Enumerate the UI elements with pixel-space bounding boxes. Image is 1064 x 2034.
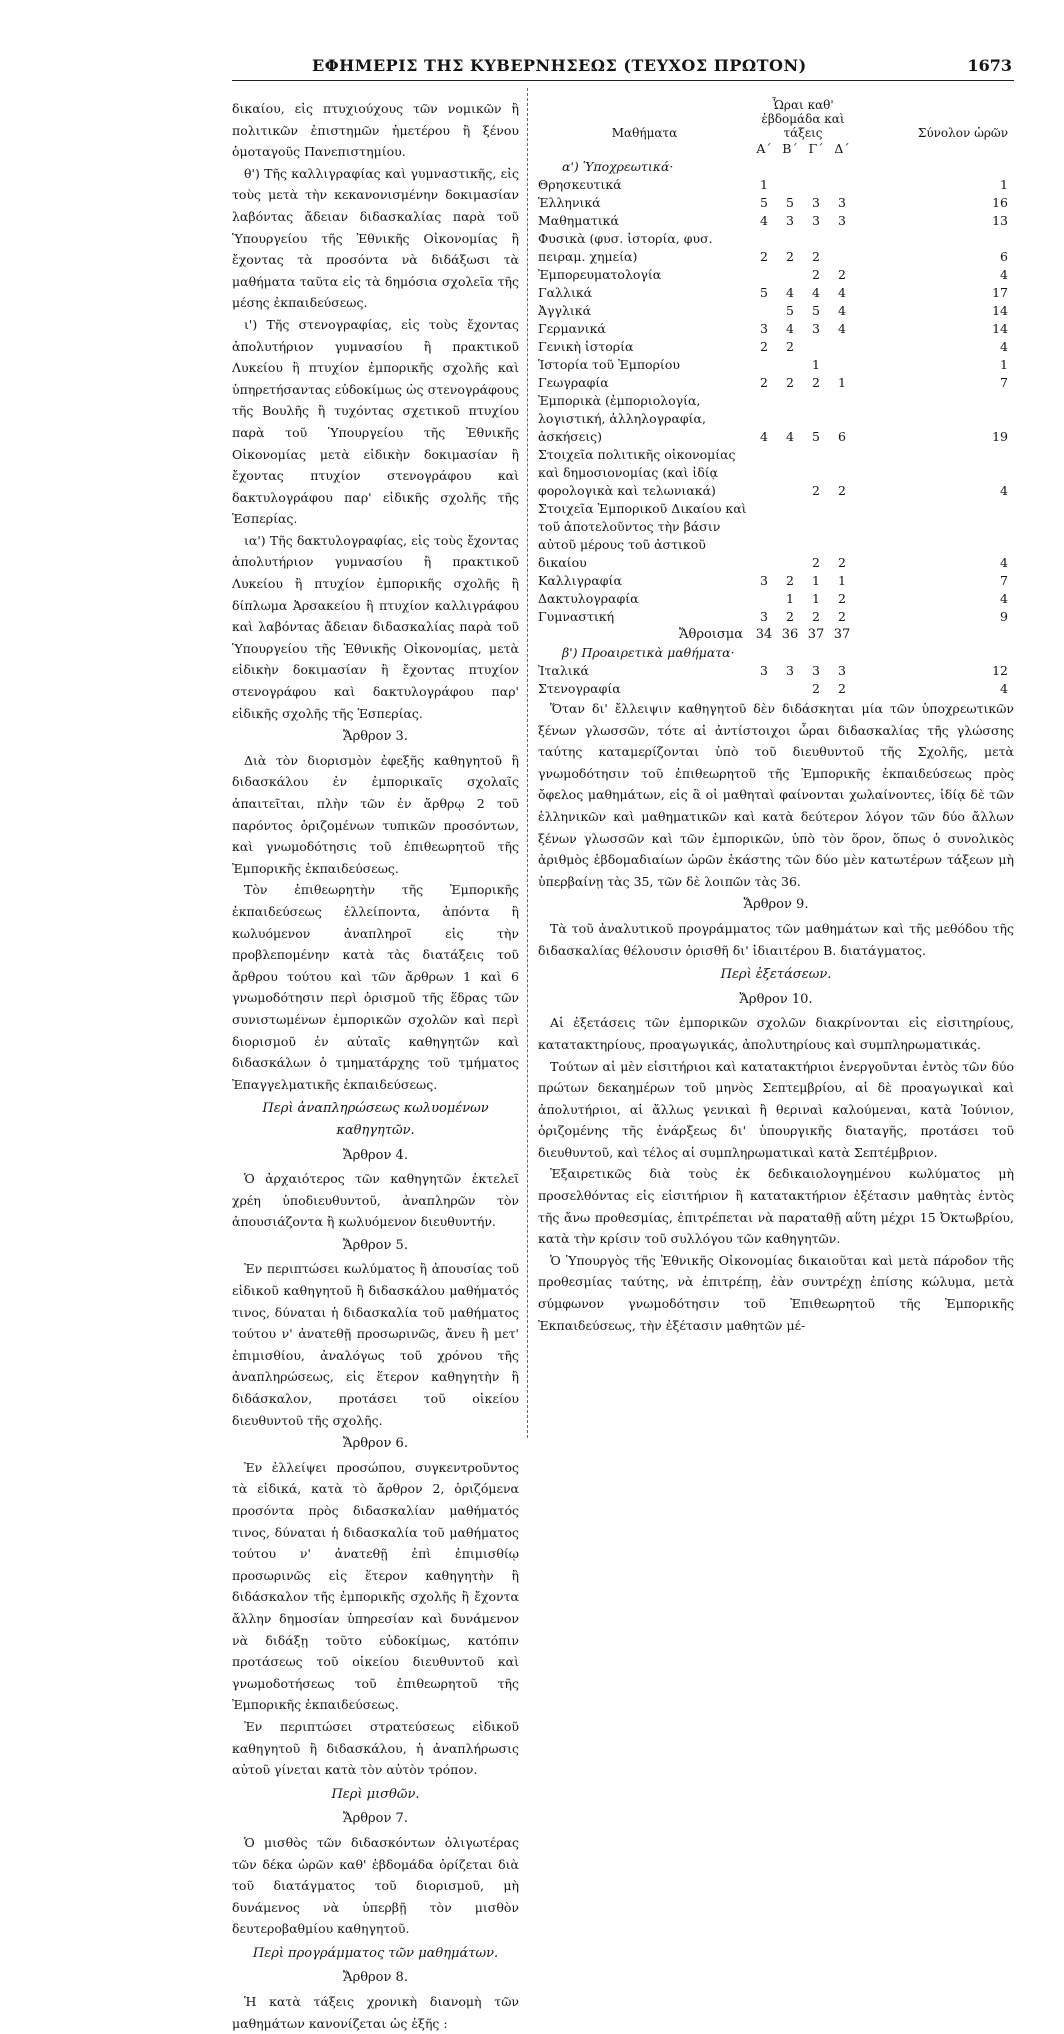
sum-label: Ἄθροισμα [678,627,743,642]
hours-cell [803,176,829,194]
hours-cell [751,302,777,320]
hours-cell: 4 [838,321,846,336]
table-row [538,320,1014,338]
paragraph: Ἐν περιπτώσει στρατεύσεως εἰδικοῦ καθηγητοῦ ἢ διδασκάλου, ἡ ἀναπλήρωσις αὐτοῦ γίνεται κατὰ τὸν αὐτὸν τρόπον. [232,1718,519,1778]
hours-cell: 1 [812,591,820,606]
hours-cell: 2 [812,681,820,696]
hours-cell: 3 [786,213,794,228]
hours-cell: 4 [760,429,768,444]
hours-cell: 2 [786,375,794,390]
hours-cell: 2 [786,609,794,624]
hours-cell: 3 [786,663,794,678]
subject-cell: Γενικὴ ἱστορία [538,339,634,354]
table-row [538,230,1014,266]
article-heading: Ἄρθρον 7. [343,1811,408,1827]
total-cell: 14 [992,303,1008,318]
hours-cell: 1 [812,357,820,372]
total-cell: 1 [1000,357,1008,372]
paragraph: Τούτων αἱ μὲν εἰσιτήριοι καὶ κατατακτήριοι ἐνεργοῦνται ἐντὸς τῶν δύο πρώτων δεκαημέρων τοῦ μηνὸς Σεπτεμβρίου, αἱ δὲ προαγωγικαὶ καὶ ἀπολυτήριοι, αἱ ἄλλως γενικαὶ ἢ θεριναὶ καλούμεναι, κατὰ Ἰούνιον, ὁριζομένης τῆς ἐνάρξεως δι' ὑπουργικῆς διαταγῆς, προτάσει τοῦ διευθυντοῦ, καὶ τέλος αἱ συμπληρωματικαὶ κατὰ Σεπτέμβριον. [538,1058,1014,1160]
hours-table [538,98,1014,698]
paragraph: Διὰ τὸν διορισμὸν ἐφεξῆς καθηγητοῦ ἢ διδασκάλου ἐν ἐμπορικαῖς σχολαῖς ἀπαιτεῖται, πλὴν τῶν ἐν ἄρθρῳ 2 τοῦ παρόντος ὁριζομένων τυπικῶν προσόντων, καὶ γνωμοδότησις τοῦ ἐπιθεωρητοῦ τῆς Ἐμπορικῆς ἐκπαιδεύσεως. [232,752,519,876]
table-row [538,284,1014,302]
table-row [538,392,1014,446]
hours-cell: 3 [838,213,846,228]
hours-cell: 3 [760,609,768,624]
hours-cell [829,338,855,356]
total-cell: 16 [992,195,1008,210]
section-heading: Περὶ ἐξετάσεων. [720,967,832,983]
hours-cell: 4 [786,321,794,336]
hours-cell: 2 [812,375,820,390]
hours-cell [777,176,803,194]
hours-cell: 2 [760,375,768,390]
sum-value: 36 [781,627,799,642]
table-row [538,590,1014,608]
article-heading: Ἄρθρον 9. [743,897,809,913]
hours-cell: 2 [838,609,846,624]
left-column [232,98,519,2034]
section-heading: Περὶ ἀναπληρώσεως κωλυομένων καθηγητῶν. [262,1101,489,1138]
sum-value: 37 [833,627,851,642]
hours-cell: 2 [760,249,768,264]
subject-cell: Ἀγγλικά [538,303,592,318]
hours-cell: 5 [786,195,794,210]
hours-cell: 3 [760,321,768,336]
hours-cell: 2 [786,573,794,588]
subject-cell: Ἰταλικά [538,663,589,678]
table-row [538,374,1014,392]
subject-cell: Ἑλληνικά [538,195,601,210]
hours-cell: 1 [786,591,794,606]
section-heading: Περὶ προγράμματος τῶν μαθημάτων. [252,1945,499,1961]
table-row [538,500,1014,572]
group-label-optional: β') Προαιρετικὰ μαθήματα· [562,645,735,660]
table-row [538,176,1014,194]
subject-cell: Ἱστορία τοῦ Ἐμπορίου [538,357,680,372]
article-heading: Ἄρθρον 4. [343,1147,408,1163]
article-heading: Ἄρθρον 6. [343,1436,408,1452]
hours-cell: 2 [812,249,820,264]
hours-cell: 3 [760,663,768,678]
hours-cell: 4 [838,303,846,318]
paragraph: Ἐν ἐλλείψει προσώπου, συγκεντροῦντος τὰ εἰδικά, κατὰ τὸ ἄρθρον 2, ὁριζόμενα προσόντα πρὸς διδασκαλίαν μαθήματός τινος, δύναται ἡ διδασκαλία τοῦ μαθήματος τούτου ν' ἀνατεθῇ ἐπὶ ἐπιμισθίῳ προσωρινῶς εἰς ἕτερον καθηγητὴν ἢ διδάσκαλον τῆς ἐμπορικῆς σχολῆς ἢ ἔχοντα ἄλλην δημοσίαν ὑπηρεσίαν καὶ δυνάμενον νὰ διδάξῃ τοῦτο εὐδοκίμως, κατόπιν προτάσεως τοῦ οἰκείου διευθυντοῦ καὶ γνωμοδοτήσεως τοῦ ἐπιθεωρητοῦ τῆς Ἐμπορικῆς ἐκπαιδεύσεως. [232,1459,519,1713]
hours-cell: 2 [838,267,846,282]
paragraph: Ὁ μισθὸς τῶν διδασκόντων ὀλιγωτέρας τῶν δέκα ὡρῶν καθ' ἑβδομάδα ὁρίζεται διὰ τοῦ διατάγματος τοῦ διορισμοῦ, μὴ δυνάμενος νὰ ὑπερβῇ τὸν μισθὸν δευτεροβαθμίου καθηγητοῦ. [232,1834,519,1937]
gazette-title: ΕΦΗΜΕΡΙΣ ΤΗΣ ΚΥΒΕΡΝΗΣΕΩΣ (ΤΕΥΧΟΣ ΠΡΩΤΟΝ) [312,56,807,75]
hours-cell: 1 [812,573,820,588]
total-cell: 4 [1000,483,1008,498]
subject-cell: Γαλλικά [538,285,593,300]
table-row [538,446,1014,500]
table-row [538,302,1014,320]
hours-cell: 2 [812,483,820,498]
group-row [538,158,1014,176]
hours-cell [829,176,855,194]
article-heading: Ἄρθρον 10. [739,991,813,1007]
total-cell: 7 [1000,573,1008,588]
paragraph: Τὰ τοῦ ἀναλυτικοῦ προγράμματος τῶν μαθημάτων καὶ τῆς μεθόδου τῆς διδασκαλίας θέλουσιν ὁρισθῆ δι' ἰδιαιτέρου Β. διατάγματος. [538,920,1014,958]
hours-cell: 2 [812,267,820,282]
hours-cell: 3 [838,663,846,678]
hours-cell: 1 [838,573,846,588]
page-number: 1673 [967,56,1012,75]
hours-cell: 3 [760,573,768,588]
paragraph: Ὁ ἀρχαιότερος τῶν καθηγητῶν ἐκτελεῖ χρέη ὑποδιευθυντοῦ, ἀναπληρῶν τὸν ἀπουσιάζοντα ἢ κωλυόμενον διευθυντήν. [232,1171,519,1230]
section-heading: Περὶ μισθῶν. [331,1786,420,1802]
table-row [538,680,1014,698]
total-cell: 7 [1000,375,1008,390]
table-row [538,356,1014,374]
paragraph: ι') Τῆς στενογραφίας, εἰς τοὺς ἔχοντας ἀπολυτήριον γυμνασίου ἢ πρακτικοῦ Λυκείου ἢ πτυχίον ἐμπορικῆς σχολῆς καὶ ὑπηρετήσαντας εὐδοκίμως ὡς στενογράφους τῆς Βουλῆς ἢ τυχόντας σχετικοῦ πτυχίου παρὰ τοῦ Ὑπουργείου τῆς Ἐθνικῆς Οἰκονομίας μετὰ εἰδικὴν δοκιμασίαν ἢ ἔχοντας πτυχίον στενογράφου καὶ δακτυλογράφου παρ' εἰδικῆς σχολῆς τῆς Ἑσπερίας. [232,316,519,527]
table-row [538,572,1014,590]
table-header-row [538,98,1014,140]
paragraph: θ') Τῆς καλλιγραφίας καὶ γυμναστικῆς, εἰς τοὺς μετὰ τὴν κεκανονισμένην δοκιμασίαν λαβόντας ἄδειαν διδασκαλίας παρὰ τοῦ Ὑπουργείου τῆς Ἐθνικῆς Οἰκονομίας ἢ ἔχοντας τὰ προσόντα νὰ διδάξωσι τὰ μαθήματα ταῦτα εἰς τὰ δημόσια σχολεῖα τῆς μέσης ἐκπαιδεύσεως. [232,165,519,311]
hours-cell [751,356,777,374]
sum-value: 34 [755,627,773,642]
grade-label: Δ΄ [834,141,850,156]
column-header-hours: Ὧραι καθ' ἑβδομάδα καὶ τάξεις [761,98,845,140]
hours-cell [777,356,803,374]
hours-cell: 5 [812,429,820,444]
hours-cell: 2 [838,483,846,498]
hours-cell: 2 [812,609,820,624]
total-cell: 4 [1000,267,1008,282]
total-cell: 4 [1000,591,1008,606]
group-row [538,644,1014,662]
subject-cell: Ἐμπορικὰ (ἐμποριολογία, λογιστική, ἀλληλογραφία, ἀσκήσεις) [538,393,706,444]
hours-cell: 5 [786,303,794,318]
hours-cell [751,590,777,608]
total-cell: 19 [992,429,1008,444]
table-row [538,212,1014,230]
grade-label: Γ΄ [808,141,824,156]
hours-cell: 3 [812,195,820,210]
hours-cell: 3 [812,321,820,336]
total-cell: 12 [992,663,1008,678]
subject-cell: Μαθηματικά [538,213,619,228]
hours-cell: 2 [786,339,794,354]
grade-header-row [538,140,1014,158]
grade-label: Β΄ [782,141,798,156]
hours-cell: 5 [760,285,768,300]
paragraph: Ἐξαιρετικῶς διὰ τοὺς ἐκ δεδικαιολογημένου κωλύματος μὴ προσελθόντας εἰς εἰσιτήριον ἢ κατατακτήριον ἐξέτασιν μαθητὰς ἐντὸς τῆς ἄνω προθεσμίας, ἐπιτρέπεται νὰ παραταθῇ αὕτη μέχρι 15 Ὀκτωβρίου, κατὰ τὴν κρίσιν τοῦ συλλόγου τῶν καθηγητῶν. [538,1166,1014,1247]
subject-cell: Στοιχεῖα Ἐμπορικοῦ Δικαίου καὶ τοῦ ἀποτελοῦντος τὴν βάσιν αὐτοῦ μέρους τοῦ ἀστικοῦ δικαίου [538,501,747,570]
table-row [538,194,1014,212]
hours-cell: 5 [812,303,820,318]
hours-cell [777,500,803,572]
article-heading: Ἄρθρον 5. [343,1237,408,1253]
hours-cell: 2 [838,591,846,606]
hours-cell: 2 [838,555,846,570]
hours-cell: 2 [838,681,846,696]
table-row [538,608,1014,626]
hours-cell [829,356,855,374]
hours-cell: 4 [786,429,794,444]
paragraph: Ἐν περιπτώσει κωλύματος ἢ ἀπουσίας τοῦ εἰδικοῦ καθηγητοῦ ἢ διδασκάλου μαθήματός τινος, δύναται ἡ διδασκαλία τοῦ μαθήματος τούτου ν' ἀνατεθῇ προσωρινῶς, ἄνευ ἢ μετ' ἐπιμισθίου, ἀναλόγως τοῦ χρόνου τῆς ἀναπληρώσεως, εἰς ἕτερον καθηγητὴν ἢ διδάσκαλον, προτάσει τοῦ οἰκείου διευθυντοῦ τῆς σχολῆς. [232,1261,519,1428]
hours-cell [777,680,803,698]
total-cell: 4 [1000,681,1008,696]
subject-cell: Στενογραφία [538,681,621,696]
right-column [538,98,1014,1336]
paragraph: Αἱ ἐξετάσεις τῶν ἐμπορικῶν σχολῶν διακρίνονται εἰς εἰσιτηρίους, κατατακτηρίους, προαγωγικάς, ἀπολυτηρίους καὶ συμπληρωματικάς. [538,1015,1014,1052]
paragraph: δικαίου, εἰς πτυχιούχους τῶν νομικῶν ἢ πολιτικῶν ἐπιστημῶν ἡμετέρου ἢ ξένου ὁμοταγοῦς Πανεπιστημίου. [232,101,519,160]
hours-cell [751,680,777,698]
hours-cell: 2 [760,339,768,354]
subject-cell: Γεωγραφία [538,375,609,390]
table-row [538,662,1014,680]
header-rule [232,80,1014,81]
hours-cell [777,266,803,284]
paragraph: Ὅταν δι' ἔλλειψιν καθηγητοῦ δὲν διδάσκηται μία τῶν ὑποχρεωτικῶν ξένων γλωσσῶν, τότε αἱ ἀντίστοιχοι ὧραι διδασκαλίας τῆς γλώσσης ταύτης καταμερίζονται ὑπὸ τοῦ διευθυντοῦ τῆς Σχολῆς, μετὰ γνωμοδότησιν τοῦ ἐπιθεωρητοῦ τῆς Ἐμπορικῆς ἐκπαιδεύσεως πρὸς ὄφελος μαθημάτων, εἰς ἃ οἱ μαθηταὶ φαίνονται χωλαίνοντες, ἰδίᾳ δὲ τῶν ἑλληνικῶν καὶ μαθηματικῶν καὶ κατὰ δεύτερον λόγον τῶν δύο ἄλλων ξένων γλωσσῶν καὶ τῶν ἐμπορικῶν, ὑπὸ τὸν ὅρον, ὅπως ὁ συνολικὸς ἀριθμὸς ἑβδομαδιαίων ὡρῶν ἑκάστης τῶν δύο μὲν κατωτέρων τάξεων μὴ ὑπερβαίνῃ τὰς 35, τῶν δὲ λοιπῶν τὰς 36. [538,701,1014,889]
total-cell: 1 [1000,177,1008,192]
subject-cell: Γυμναστική [538,609,615,624]
hours-cell: 1 [838,375,846,390]
subject-cell: Ἐμπορευματολογία [538,267,662,282]
total-cell: 9 [1000,609,1008,624]
subject-cell: Θρησκευτικά [538,177,622,192]
hours-cell: 4 [812,285,820,300]
grade-label: Α΄ [756,141,772,156]
paragraph: Ὁ Ὑπουργὸς τῆς Ἐθνικῆς Οἰκονομίας δικαιοῦται καὶ μετὰ πάροδον τῆς προθεσμίας ταύτης, νὰ ἐπιτρέπῃ, ἐὰν συντρέχῃ ἐπίσης κώλυμα, μετὰ σύμφωνον γνωμοδότησιν τοῦ Ἐπιθεωρητοῦ τῆς Ἐμπορικῆς Ἐκπαιδεύσεως, τὴν ἐξέτασιν μαθητῶν μέ- [538,1252,1014,1333]
column-header-total: Σύνολον ὡρῶν [917,126,1008,140]
hours-cell [777,446,803,500]
column-header-subjects: Μαθήματα [611,126,678,140]
total-cell: 17 [992,285,1008,300]
hours-cell: 4 [786,285,794,300]
total-cell: 4 [1000,555,1008,570]
group-label-mandatory: α') Ὑποχρεωτικά· [562,159,674,174]
total-cell: 6 [1000,249,1008,264]
sum-value: 37 [807,627,825,642]
hours-cell: 6 [838,429,846,444]
hours-cell: 3 [812,213,820,228]
total-cell: 14 [992,321,1008,336]
paragraph: ια') Τῆς δακτυλογραφίας, εἰς τοὺς ἔχοντας ἀπολυτήριον γυμνασίου ἢ πρακτικοῦ Λυκείου ἢ πτυχίον ἐμπορικῆς σχολῆς ἢ δίπλωμα Ἀρσακείου ἢ πτυχίον καλλιγράφου καὶ λαβόντας ἄδειαν διδασκαλίας παρὰ τοῦ Ὑπουργείου τῆς Ἐθνικῆς Οἰκονομίας, μετὰ εἰδικὴν δοκιμασίαν ἢ ἔχοντας πτυχίον στενογράφου καὶ δακτυλογράφου παρ' εἰδικῆς σχολῆς τῆς Ἑσπερίας. [232,532,519,721]
subject-cell: Καλλιγραφία [538,573,622,588]
hours-cell: 1 [760,177,768,192]
subject-cell: Φυσικὰ (φυσ. ἱστορία, φυσ. πειραμ. χημεία) [538,231,713,264]
hours-cell: 3 [812,663,820,678]
page-header [232,56,1012,80]
hours-cell: 2 [812,555,820,570]
hours-cell [751,266,777,284]
hours-cell: 3 [838,195,846,210]
hours-cell [803,338,829,356]
column-divider [527,88,528,1438]
paragraph: Ἡ κατὰ τάξεις χρονικὴ διανομὴ τῶν μαθημάτων κανονίζεται ὡς ἑξῆς : [232,1994,519,2031]
sum-row [538,626,1014,644]
table-row [538,266,1014,284]
hours-cell: 2 [786,249,794,264]
article-heading: Ἄρθρον 8. [343,1970,408,1986]
subject-cell: Δακτυλογραφία [538,591,639,606]
article-heading: Ἄρθρον 3. [343,729,408,745]
hours-cell: 4 [760,213,768,228]
hours-cell: 4 [838,285,846,300]
hours-cell [751,446,777,500]
table-row [538,338,1014,356]
subject-cell: Στοιχεῖα πολιτικῆς οἰκονομίας καὶ δημοσιονομίας (καὶ ἰδίᾳ φορολογικὰ καὶ τελωνιακά) [538,447,736,498]
total-cell: 13 [992,213,1008,228]
hours-cell [829,230,855,266]
hours-cell [751,500,777,572]
subject-cell: Γερμανικά [538,321,606,336]
total-cell: 4 [1000,339,1008,354]
hours-cell: 5 [760,195,768,210]
paragraph: Τὸν ἐπιθεωρητὴν τῆς Ἐμπορικῆς ἐκπαιδεύσεως ἐλλείποντα, ἀπόντα ἢ κωλυόμενον ἀναπληροῖ εἰς τὴν προβλεπομένην κατὰ τὰς διατάξεις τοῦ ἄρθρου τούτου καὶ τῶν ἄρθρων 1 καὶ 6 γνωμοδότησιν περὶ ὁρισμοῦ τῆς ἕδρας τῶν συνιστωμένων ἐμπορικῶν σχολῶν καὶ περὶ διορισμοῦ ἐν αὐταῖς καθηγητῶν καὶ διδασκάλων ὁ τμηματάρχης τοῦ τμήματος Ἐπαγγελματικῆς ἐκπαιδεύσεως. [232,882,519,1092]
